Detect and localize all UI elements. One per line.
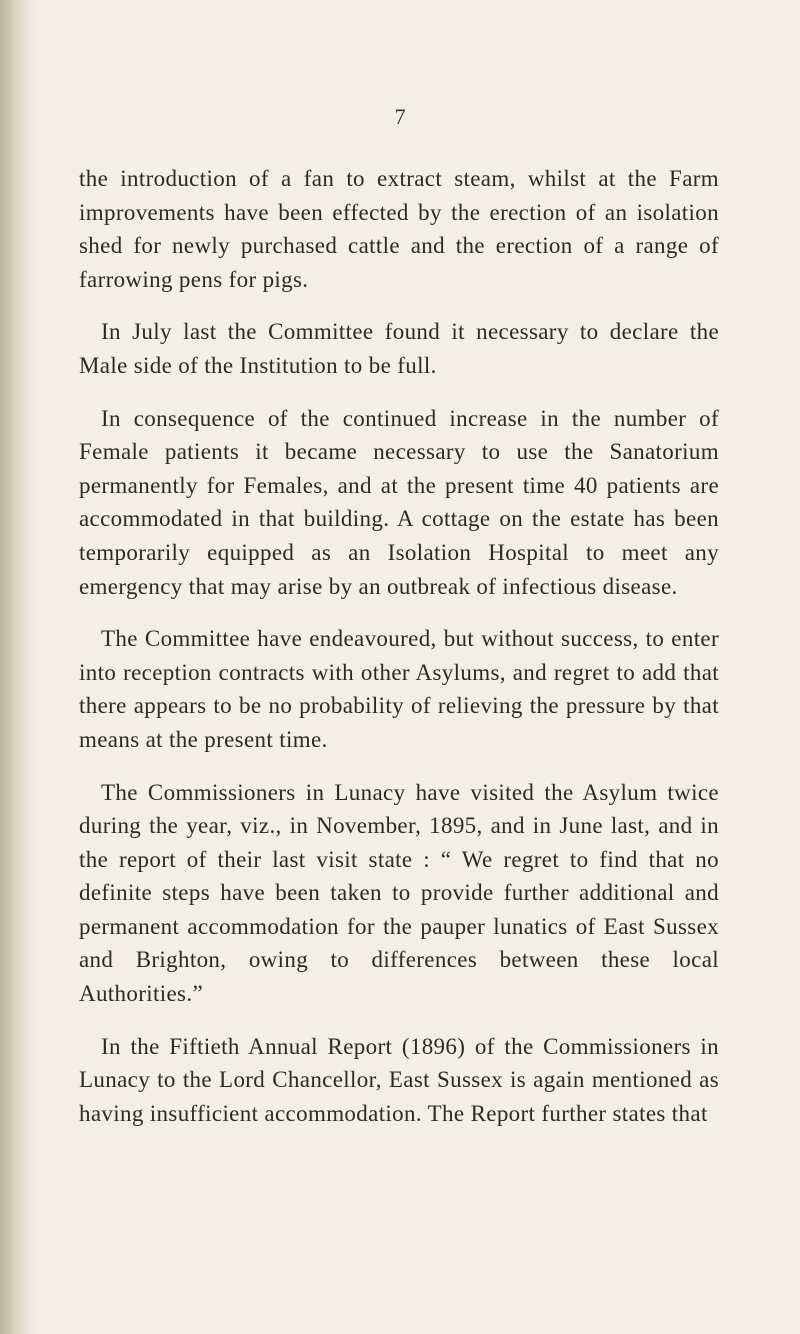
- page-number: 7: [394, 104, 406, 129]
- paragraph-4: The Committee have endeavoured, but without success, to enter into reception contracts with other Asylums, and regret to add that there appears to be no probability of relieving the pressure by that means at the present time.: [79, 626, 719, 752]
- paragraph-5: The Commissioners in Lunacy have visited the Asylum twice during the year, viz., in November, 1895, and in June last, and in the report of their last visit state : “ We regret to find that no definite steps have been taken to provide further additional and permanent accommodation for the pauper lunatics of East Sussex and Brighton, owing to differences between these local Authorities.”: [79, 779, 719, 1007]
- document-body: [79, 162, 719, 1149]
- paragraph-1: the introduction of a fan to extract steam, whilst at the Farm improvements have been effected by the erection of an isolation shed for newly purchased cattle and the erection of a range of farrowing pens for pigs.: [79, 166, 719, 292]
- paragraph-6: In the Fiftieth Annual Report (1896) of the Commissioners in Lunacy to the Lord Chancellor, East Sussex is again mentioned as having insufficient accommodation. The Report further states that: [79, 1033, 719, 1126]
- paragraph-2: In July last the Committee found it necessary to declare the Male side of the Institution to be full.: [79, 319, 719, 378]
- page-binding-edge: [0, 0, 40, 1334]
- paragraph-3: In consequence of the continued increase in the number of Female patients it became necessary to use the Sanatorium permanently for Females, and at the present time 40 patients are accommodated in that building. A cottage on the estate has been temporarily equipped as an Isolation Hospital to meet any emergency that may arise by an outbreak of infectious disease.: [79, 405, 719, 599]
